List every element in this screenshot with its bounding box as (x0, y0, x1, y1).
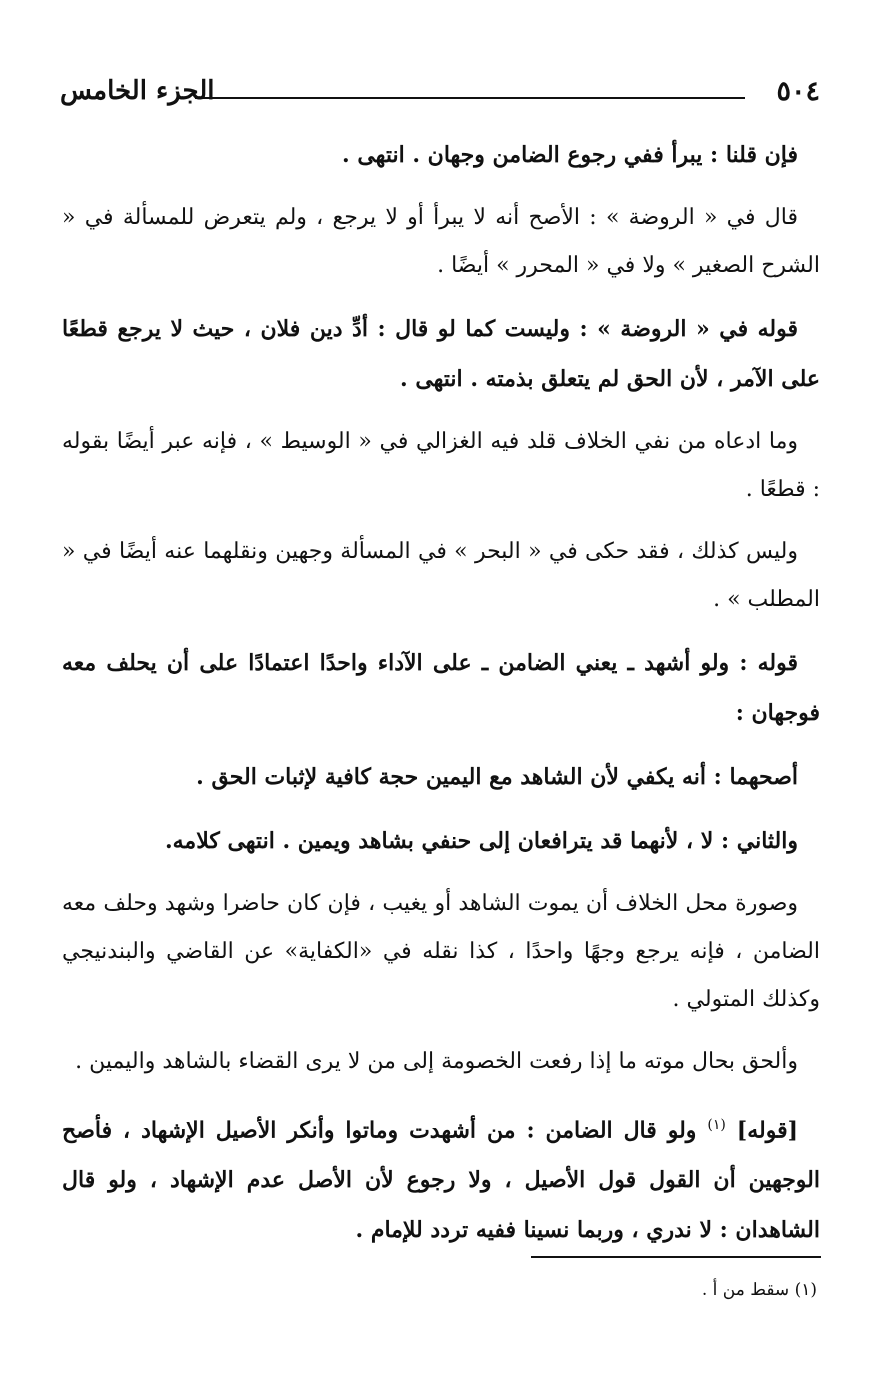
header-rule (195, 97, 745, 99)
paragraph-11-prefix: [قوله] (736, 1117, 798, 1144)
paragraph-10: وألحق بحال موته ما إذا رفعت الخصومة إلى من لا يرى القضاء بالشاهد واليمين . (75, 1049, 798, 1074)
paragraph-11-text: ولو قال الضامن : من أشهدت وماتوا وأنكر الأصيل الإشهاد ، فأصح الوجهين أن القول قول الأصيل ، ولا رجوع لأن الأصل عدم الإشهاد ، ولو قال الشاهدان : لا ندري ، وربما نسينا ففيه تردد للإمام . (62, 1117, 820, 1244)
paragraph-11 (62, 1100, 820, 1255)
paragraph-6: قوله : ولو أشهد ـ يعني الضامن ـ على الآداء واحدًا اعتمادًا على أن يحلف معه فوجهان : (62, 650, 820, 726)
paragraph-4: وما ادعاه من نفي الخلاف قلد فيه الغزالي في « الوسيط » ، فإنه عبر أيضًا بقوله : قطعًا . (62, 429, 820, 502)
page-body (62, 130, 820, 1269)
page-number: ٥٠٤ (776, 76, 820, 107)
running-title: الجزء الخامس (60, 76, 215, 106)
paragraph-1: فإن قلنا : يبرأ ففي رجوع الضامن وجهان . انتهى . (342, 142, 798, 168)
paragraph-5: وليس كذلك ، فقد حكى في « البحر » في المسألة وجهين ونقلهما عنه أيضًا في « المطلب » . (62, 539, 820, 612)
footnote-rule (531, 1256, 821, 1258)
paragraph-3: قوله في « الروضة » : وليست كما لو قال : أدِّ دين فلان ، حيث لا يرجع قطعًا على الآمر ، لأن الحق لم يتعلق بذمته . انتهى . (62, 316, 820, 392)
footnote: (١) سقط من أ . (701, 1280, 817, 1300)
paragraph-2: قال في « الروضة » : الأصح أنه لا يبرأ أو لا يرجع ، ولم يتعرض للمسألة في « الشرح الصغير » ولا في « المحرر » أيضًا . (62, 205, 820, 278)
paragraph-8: والثاني : لا ، لأنهما قد يترافعان إلى حنفي بشاهد ويمين . انتهى كلامه. (164, 828, 798, 854)
paragraph-7: أصحهما : أنه يكفي لأن الشاهد مع اليمين حجة كافية لإثبات الحق . (196, 764, 798, 790)
page-header (60, 70, 820, 120)
paragraph-9: وصورة محل الخلاف أن يموت الشاهد أو يغيب ، فإن كان حاضرا وشهد وحلف معه الضامن ، فإنه يرجع وجهًا واحدًا ، كذا نقله في «الكفاية» عن القاضي والبندنيجي وكذلك المتولي . (62, 891, 820, 1012)
footnote-marker[interactable]: (١) (707, 1117, 726, 1133)
